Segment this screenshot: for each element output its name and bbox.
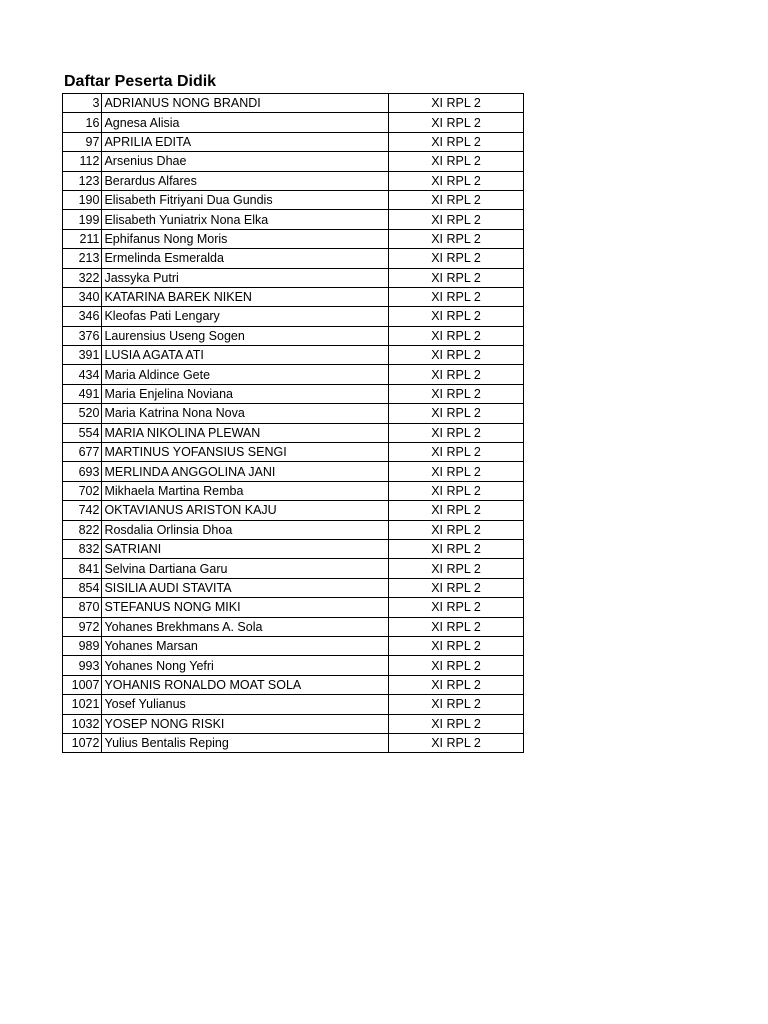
student-name-cell: Jassyka Putri [102,268,389,287]
student-class-cell: XI RPL 2 [389,229,524,248]
student-name-cell: SISILIA AUDI STAVITA [102,578,389,597]
student-name-cell: YOHANIS RONALDO MOAT SOLA [102,675,389,694]
student-number-cell: 491 [63,384,102,403]
table-row [63,695,524,714]
student-name-cell: Maria Enjelina Noviana [102,384,389,403]
student-number-cell: 340 [63,287,102,306]
student-class-cell: XI RPL 2 [389,113,524,132]
student-number-cell: 391 [63,346,102,365]
student-number-cell: 213 [63,249,102,268]
student-name-cell: Yohanes Marsan [102,636,389,655]
student-name-cell: Yohanes Brekhmans A. Sola [102,617,389,636]
table-row [63,617,524,636]
student-number-cell: 3 [63,94,102,113]
table-row [63,462,524,481]
student-number-cell: 832 [63,539,102,558]
student-class-cell: XI RPL 2 [389,423,524,442]
student-number-cell: 993 [63,656,102,675]
student-number-cell: 554 [63,423,102,442]
table-row [63,346,524,365]
student-class-cell: XI RPL 2 [389,404,524,423]
student-name-cell: Yosef Yulianus [102,695,389,714]
student-number-cell: 1032 [63,714,102,733]
table-row [63,132,524,151]
student-name-cell: KATARINA BAREK NIKEN [102,287,389,306]
student-number-cell: 1072 [63,733,102,752]
student-name-cell: STEFANUS NONG MIKI [102,598,389,617]
table-row [63,268,524,287]
table-row [63,714,524,733]
table-row [63,152,524,171]
table-row [63,307,524,326]
student-name-cell: Yohanes Nong Yefri [102,656,389,675]
student-name-cell: YOSEP NONG RISKI [102,714,389,733]
student-number-cell: 854 [63,578,102,597]
page-title: Daftar Peserta Didik [64,73,217,90]
student-class-cell: XI RPL 2 [389,675,524,694]
student-number-cell: 123 [63,171,102,190]
student-number-cell: 870 [63,598,102,617]
student-class-cell: XI RPL 2 [389,152,524,171]
student-name-cell: Rosdalia Orlinsia Dhoa [102,520,389,539]
student-number-cell: 434 [63,365,102,384]
student-number-cell: 972 [63,617,102,636]
student-name-cell: APRILIA EDITA [102,132,389,151]
student-class-cell: XI RPL 2 [389,695,524,714]
student-class-cell: XI RPL 2 [389,520,524,539]
student-name-cell: Mikhaela Martina Remba [102,481,389,500]
student-number-cell: 16 [63,113,102,132]
table-row [63,365,524,384]
table-row [63,520,524,539]
student-class-cell: XI RPL 2 [389,171,524,190]
table-row [63,210,524,229]
student-class-cell: XI RPL 2 [389,190,524,209]
student-number-cell: 989 [63,636,102,655]
student-class-cell: XI RPL 2 [389,287,524,306]
student-class-cell: XI RPL 2 [389,249,524,268]
student-class-cell: XI RPL 2 [389,481,524,500]
student-class-cell: XI RPL 2 [389,210,524,229]
table-row [63,443,524,462]
student-name-cell: Maria Aldince Gete [102,365,389,384]
student-class-cell: XI RPL 2 [389,714,524,733]
student-class-cell: XI RPL 2 [389,307,524,326]
student-number-cell: 677 [63,443,102,462]
student-class-cell: XI RPL 2 [389,326,524,345]
student-name-cell: Elisabeth Yuniatrix Nona Elka [102,210,389,229]
student-number-cell: 190 [63,190,102,209]
student-class-cell: XI RPL 2 [389,539,524,558]
student-class-cell: XI RPL 2 [389,656,524,675]
table-row [63,559,524,578]
student-name-cell: Maria Katrina Nona Nova [102,404,389,423]
table-row [63,384,524,403]
student-class-cell: XI RPL 2 [389,462,524,481]
table-row [63,326,524,345]
student-number-cell: 1007 [63,675,102,694]
student-number-cell: 693 [63,462,102,481]
table-row [63,578,524,597]
student-name-cell: OKTAVIANUS ARISTON KAJU [102,501,389,520]
table-row [63,404,524,423]
student-name-cell: ADRIANUS NONG BRANDI [102,94,389,113]
student-name-cell: MARIA NIKOLINA PLEWAN [102,423,389,442]
student-name-cell: LUSIA AGATA ATI [102,346,389,365]
student-class-cell: XI RPL 2 [389,501,524,520]
student-number-cell: 742 [63,501,102,520]
student-number-cell: 841 [63,559,102,578]
table-row [63,598,524,617]
student-number-cell: 376 [63,326,102,345]
table-row [63,171,524,190]
student-class-cell: XI RPL 2 [389,365,524,384]
student-class-cell: XI RPL 2 [389,636,524,655]
student-class-cell: XI RPL 2 [389,132,524,151]
table-row [63,481,524,500]
student-number-cell: 322 [63,268,102,287]
student-name-cell: Ermelinda Esmeralda [102,249,389,268]
table-row [63,675,524,694]
table-row [63,656,524,675]
student-number-cell: 346 [63,307,102,326]
table-row [63,287,524,306]
student-name-cell: Agnesa Alisia [102,113,389,132]
student-name-cell: Elisabeth Fitriyani Dua Gundis [102,190,389,209]
table-row [63,113,524,132]
student-class-cell: XI RPL 2 [389,617,524,636]
student-class-cell: XI RPL 2 [389,94,524,113]
student-number-cell: 199 [63,210,102,229]
table-row [63,636,524,655]
student-class-cell: XI RPL 2 [389,268,524,287]
student-number-cell: 702 [63,481,102,500]
student-number-cell: 520 [63,404,102,423]
table-row [63,423,524,442]
student-name-cell: Arsenius Dhae [102,152,389,171]
table-row [63,190,524,209]
student-class-cell: XI RPL 2 [389,443,524,462]
student-name-cell: Selvina Dartiana Garu [102,559,389,578]
student-class-cell: XI RPL 2 [389,578,524,597]
table-row [63,539,524,558]
student-name-cell: Yulius Bentalis Reping [102,733,389,752]
student-class-cell: XI RPL 2 [389,346,524,365]
student-class-cell: XI RPL 2 [389,598,524,617]
student-name-cell: Ephifanus Nong Moris [102,229,389,248]
student-number-cell: 112 [63,152,102,171]
student-class-cell: XI RPL 2 [389,733,524,752]
student-number-cell: 211 [63,229,102,248]
student-name-cell: SATRIANI [102,539,389,558]
student-name-cell: MERLINDA ANGGOLINA JANI [102,462,389,481]
student-class-cell: XI RPL 2 [389,559,524,578]
student-roster-table [62,93,524,753]
student-name-cell: Berardus Alfares [102,171,389,190]
table-row [63,94,524,113]
table-row [63,501,524,520]
student-number-cell: 97 [63,132,102,151]
student-name-cell: MARTINUS YOFANSIUS SENGI [102,443,389,462]
table-row [63,229,524,248]
table-row [63,249,524,268]
student-roster-body [63,94,524,753]
table-row [63,733,524,752]
student-class-cell: XI RPL 2 [389,384,524,403]
student-number-cell: 1021 [63,695,102,714]
student-name-cell: Laurensius Useng Sogen [102,326,389,345]
student-name-cell: Kleofas Pati Lengary [102,307,389,326]
student-number-cell: 822 [63,520,102,539]
